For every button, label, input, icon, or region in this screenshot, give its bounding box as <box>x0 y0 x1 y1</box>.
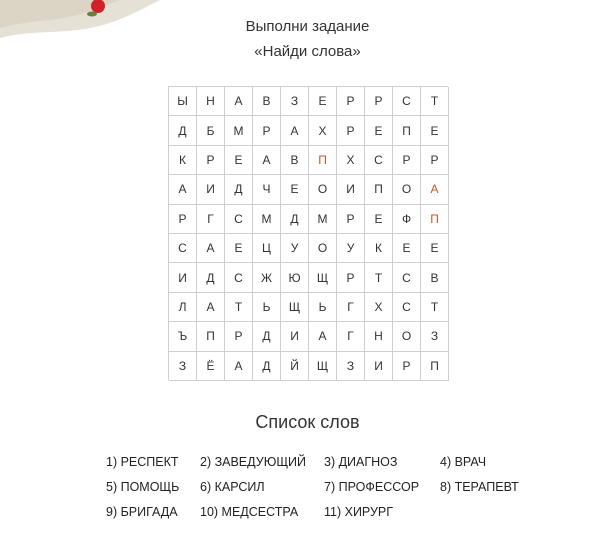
grid-cell[interactable]: Щ <box>309 263 337 292</box>
grid-cell[interactable]: П <box>365 175 393 204</box>
word-list-item: 10) МЕДСЕСТРА <box>200 505 299 519</box>
grid-cell[interactable]: Ю <box>281 263 309 292</box>
grid-cell[interactable]: Е <box>281 175 309 204</box>
grid-cell[interactable]: О <box>393 175 421 204</box>
grid-cell[interactable]: О <box>309 234 337 263</box>
grid-cell[interactable]: Н <box>365 322 393 351</box>
grid-cell[interactable]: Р <box>337 116 365 145</box>
grid-cell[interactable]: С <box>169 234 197 263</box>
grid-cell[interactable]: Ъ <box>169 322 197 351</box>
grid-cell[interactable]: З <box>169 352 197 381</box>
grid-cell[interactable]: Д <box>197 263 225 292</box>
grid-cell[interactable]: Р <box>393 146 421 175</box>
word-list-item: 6) КАРСИЛ <box>200 480 265 494</box>
grid-cell[interactable]: Т <box>421 293 449 322</box>
word-list-item: 9) БРИГАДА <box>106 505 178 519</box>
grid-cell[interactable]: М <box>225 116 253 145</box>
word-list-title: Список слов <box>255 412 360 432</box>
page-title-line2: «Найди слова» <box>254 43 361 60</box>
grid-cell[interactable]: Т <box>421 87 449 116</box>
grid-cell[interactable]: Е <box>365 205 393 234</box>
grid-cell[interactable]: И <box>169 263 197 292</box>
grid-cell[interactable]: Т <box>365 263 393 292</box>
grid-cell[interactable]: З <box>421 322 449 351</box>
grid-cell[interactable]: К <box>169 146 197 175</box>
grid-cell[interactable]: П <box>421 352 449 381</box>
grid-cell[interactable]: Е <box>421 116 449 145</box>
grid-cell[interactable]: У <box>281 234 309 263</box>
grid-cell[interactable]: П <box>393 116 421 145</box>
grid-cell[interactable]: П <box>197 322 225 351</box>
word-list-item: 1) РЕСПЕКТ <box>106 455 179 469</box>
grid-cell[interactable]: С <box>365 146 393 175</box>
grid-cell[interactable]: Ы <box>169 87 197 116</box>
word-list-item: 11) ХИРУРГ <box>324 505 394 519</box>
grid-cell[interactable]: Ж <box>253 263 281 292</box>
grid-cell[interactable]: О <box>309 175 337 204</box>
grid-cell[interactable]: Р <box>337 205 365 234</box>
grid-cell[interactable]: Щ <box>309 352 337 381</box>
grid-cell[interactable]: Р <box>169 205 197 234</box>
grid-cell[interactable]: А <box>197 234 225 263</box>
grid-cell[interactable]: Ь <box>309 293 337 322</box>
grid-cell[interactable]: Ч <box>253 175 281 204</box>
word-search-grid <box>168 86 448 380</box>
grid-cell[interactable]: Т <box>225 293 253 322</box>
grid-cell[interactable]: А <box>197 293 225 322</box>
grid-cell[interactable]: Е <box>225 234 253 263</box>
grid-cell[interactable]: Р <box>225 322 253 351</box>
grid-cell[interactable]: Ё <box>197 352 225 381</box>
grid-cell[interactable]: В <box>421 263 449 292</box>
grid-cell[interactable]: И <box>337 175 365 204</box>
grid-cell[interactable]: А <box>421 175 449 204</box>
grid-cell[interactable]: Г <box>197 205 225 234</box>
grid-cell[interactable]: А <box>309 322 337 351</box>
grid-cell[interactable]: С <box>393 293 421 322</box>
grid-cell[interactable]: М <box>309 205 337 234</box>
grid-cell[interactable]: Б <box>197 116 225 145</box>
grid-cell[interactable]: Д <box>225 175 253 204</box>
grid-cell[interactable]: Д <box>253 352 281 381</box>
grid-cell[interactable]: Г <box>337 322 365 351</box>
word-list-item: 8) ТЕРАПЕВТ <box>440 480 519 494</box>
grid-cell[interactable]: Х <box>365 293 393 322</box>
grid-cell[interactable]: А <box>225 87 253 116</box>
grid-cell[interactable]: И <box>281 322 309 351</box>
grid-cell[interactable]: П <box>309 146 337 175</box>
grid-cell[interactable]: К <box>365 234 393 263</box>
grid-cell[interactable]: Е <box>225 146 253 175</box>
grid-cell[interactable]: Р <box>393 352 421 381</box>
grid-cell[interactable]: Ф <box>393 205 421 234</box>
grid-cell[interactable]: Е <box>309 87 337 116</box>
grid-cell[interactable]: А <box>253 146 281 175</box>
grid-cell[interactable]: У <box>337 234 365 263</box>
grid-cell[interactable]: Р <box>421 146 449 175</box>
grid-cell[interactable]: И <box>365 352 393 381</box>
grid-cell[interactable]: М <box>253 205 281 234</box>
grid-cell[interactable]: П <box>421 205 449 234</box>
grid-cell[interactable]: А <box>225 352 253 381</box>
word-list-item: 4) ВРАЧ <box>440 455 487 469</box>
grid-cell[interactable]: И <box>197 175 225 204</box>
word-list <box>106 455 526 519</box>
grid-cell[interactable]: Щ <box>281 293 309 322</box>
grid-cell[interactable]: С <box>225 205 253 234</box>
grid-cell[interactable]: Х <box>337 146 365 175</box>
grid-cell[interactable]: В <box>253 87 281 116</box>
grid-cell[interactable]: З <box>281 87 309 116</box>
grid-cell[interactable]: Ц <box>253 234 281 263</box>
page-title-line1: Выполни задание <box>245 18 370 35</box>
grid-cell[interactable]: Н <box>197 87 225 116</box>
word-list-item: 5) ПОМОЩЬ <box>106 480 180 494</box>
grid-cell[interactable]: Р <box>197 146 225 175</box>
grid-cell[interactable]: Г <box>337 293 365 322</box>
grid-cell[interactable]: С <box>393 87 421 116</box>
grid-cell[interactable]: Й <box>281 352 309 381</box>
grid-cell[interactable]: Л <box>169 293 197 322</box>
word-list-item: 3) ДИАГНОЗ <box>324 455 398 469</box>
grid-cell[interactable]: З <box>337 352 365 381</box>
grid-cell[interactable]: Е <box>365 116 393 145</box>
grid-cell[interactable]: Р <box>337 87 365 116</box>
grid-cell[interactable]: Р <box>365 87 393 116</box>
grid-cell[interactable]: Е <box>421 234 449 263</box>
grid-cell[interactable]: Р <box>337 263 365 292</box>
grid-cell[interactable]: Ь <box>253 293 281 322</box>
grid-cell[interactable]: О <box>393 322 421 351</box>
grid-cell[interactable]: Д <box>169 116 197 145</box>
grid-cell[interactable]: Д <box>281 205 309 234</box>
grid-cell[interactable]: В <box>281 146 309 175</box>
grid-cell[interactable]: Е <box>393 234 421 263</box>
grid-cell[interactable]: Д <box>253 322 281 351</box>
grid-cell[interactable]: С <box>393 263 421 292</box>
grid-cell[interactable]: Р <box>253 116 281 145</box>
grid-cell[interactable]: Х <box>309 116 337 145</box>
word-list-item: 2) ЗАВЕДУЮЩИЙ <box>200 455 307 469</box>
grid-cell[interactable]: А <box>281 116 309 145</box>
grid-cell[interactable]: А <box>169 175 197 204</box>
word-list-item: 7) ПРОФЕССОР <box>324 480 420 494</box>
grid-cell[interactable]: С <box>225 263 253 292</box>
